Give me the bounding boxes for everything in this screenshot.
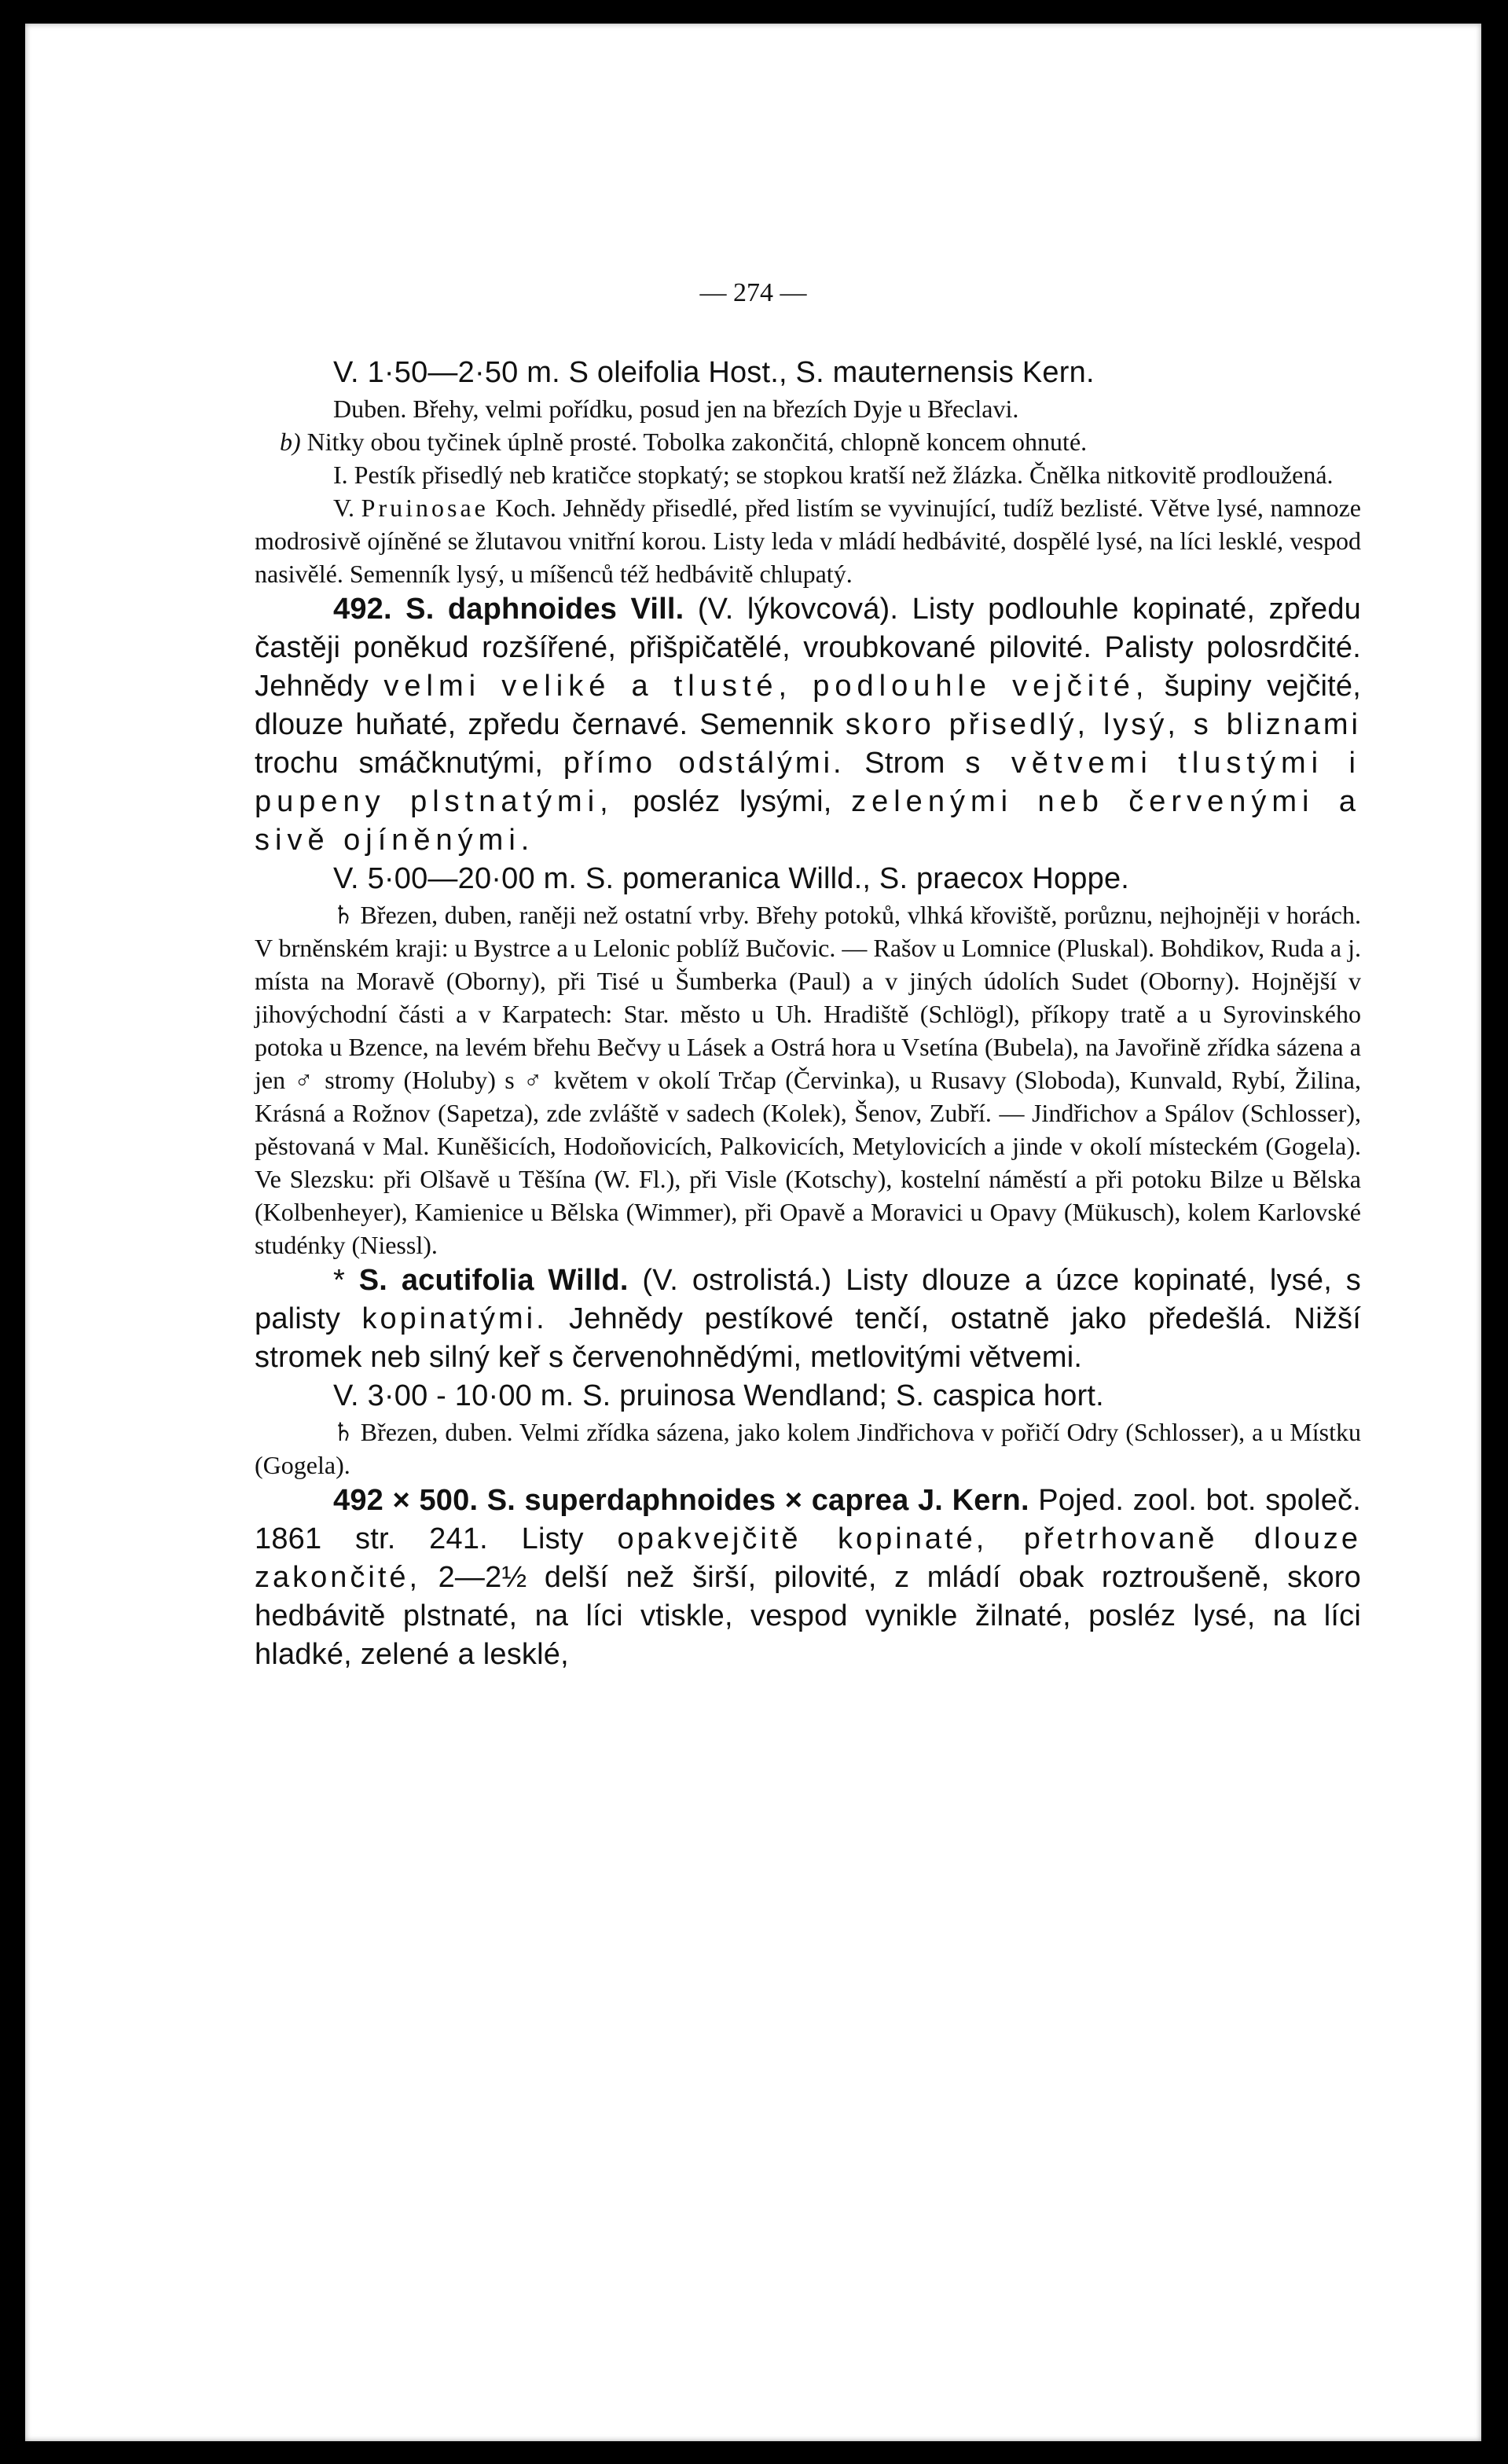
localities-text: Březen, duben, raněji než ostatní vrby. Břehy potoků, vlhká křoviště, porůznu, nejhojněji v horách. V brněnském kraji: u Bystrce a u Lelonic poblíž Bučovic. — Rašov u Lomnice (Pluskal). Bohdikov, Ruda a j. místa na Moravě (Oborny), při Tisé u Šumberka (Paul) a v jiných údolích Sudet (Oborny). Hojnější v jihovýchodní části a v Karpatech: Star. město u Uh. Hradiště (Schlögl), příkopy tratě a u Syrovinského potoka u Bzence, na levém břehu Bečvy u Lásek a Ostrá hora u Vsetína (Bubela), na Javořině zřídka sázena a jen ♂ stromy (Holuby) s ♂ květem v okolí Trčap (Červinka), u Rusavy (Sloboda), Kunvald, Rybí, Žilina, Krásná a Rožnov (Sapetza), zde zvláště v sadech (Kolek), Šenov, Zubří. — Jindřichov a Spálov (Schlosser), pěstovaná v Mal. Kuněšicích, Hodoňovicích, Palkovicích, Metylovicích a jinde v okolí místeckém (Gogela). Ve Slezsku: při Olšavě u Těšína (W. Fl.), při Visle (Kotschy), kostelní náměstí a při potoku Bilze u Bělska (Kolbenheyer), Kamienice u Bělska (Wimmer), při Opavě a Moravici u Opavy (Mükusch), kolem Karlovské studénky (Niessl). — [255, 901, 1361, 1259]
d492-text-e: posléz lysými, — [613, 785, 852, 818]
elevation-line-2: V. 5·00—20·00 m. S. pomeranica Willd., S. praecox Hoppe. — [333, 862, 1130, 895]
d492-text-a: (V. lýkovcová). Listy podlouhle kopinaté, zpředu častěji poněkud rozšířené, přišpičatělé, vroubkované pilovité. Palisty polosrdčité. Jehnědy — [255, 593, 1361, 703]
paragraph-brezen-2 — [255, 1416, 1361, 1482]
species-492-daphnoides — [255, 590, 1361, 860]
pruinosae-prefix: V. — [333, 494, 361, 522]
d492-text-c: trochu smáčknutými, — [255, 747, 563, 780]
paragraph-brezen-localities — [255, 898, 1361, 1261]
paragraph-pruinosae — [255, 491, 1361, 590]
acutifolia-star: * — [333, 1264, 359, 1297]
brezen-2-text: Březen, duben. Velmi zřídka sázena, jako kolem Jindřichova v pořičí Odry (Schlosser), a u Místku (Gogela). — [255, 1418, 1361, 1479]
page-number: — 274 — — [699, 278, 807, 307]
paragraph-duben: Duben. Břehy, velmi pořídku, posud jen na březích Dyje u Břeclavi. — [333, 395, 1019, 423]
tree-symbol-icon-2: ♄ — [333, 1417, 354, 1447]
hybrid-heading: 492 × 500. S. superdaphnoides × caprea J. Kern. — [333, 1484, 1029, 1517]
d492-spaced-1: velmi veliké a tlusté, podlouhle vejčité, — [383, 670, 1150, 703]
pruinosae-name: Pruinosae — [361, 494, 489, 522]
d492-text-d: Strom — [844, 747, 966, 780]
book-page — [25, 24, 1481, 2441]
tree-symbol-icon: ♄ — [333, 900, 354, 930]
species-acutifolia — [255, 1261, 1361, 1377]
d492-spaced-2: skoro přisedlý, lysý, s bliznami — [845, 708, 1361, 741]
label-b: b) — [280, 428, 301, 456]
paragraph-b — [255, 425, 1361, 458]
hybrid-492x500 — [255, 1482, 1361, 1674]
elevation-line-3: V. 3·00 - 10·00 m. S. pruinosa Wendland; S. caspica hort. — [333, 1379, 1104, 1412]
acutifolia-text-a: (V. ostrolistá.) Listy dlouze a úzce kopinaté, lysé, s palisty — [255, 1264, 1361, 1335]
acutifolia-text-b: Jehnědy pestíkové tenčí, ostatně jako předešlá. Nižší stromek neb silný keř s červenohnědými, metlovitými větvemi. — [255, 1302, 1362, 1374]
page-text — [255, 354, 1361, 1674]
hybrid-spaced: opakvejčitě kopinaté, přetrhovaně dlouze zakončité, — [255, 1522, 1362, 1594]
hybrid-text-a: Pojed. zool. bot. společ. 1861 str. 241. Listy — [255, 1484, 1361, 1555]
species-492-heading: 492. S. daphnoides Vill. — [333, 593, 684, 626]
text-b: Nitky obou tyčinek úplně prosté. Tobolka zakončitá, chlopně koncem ohnuté. — [300, 428, 1088, 456]
pruinosae-text: Koch. Jehnědy přisedlé, před listím se vyvinující, tudíž bezlisté. Větve lysé, namnoze modrosivě ojíněné se žlutavou vnitřní korou. Listy leda v mládí hedbávité, dospělé lysé, na líci lesklé, vespod nasivělé. Semenník lysý, u míšenců též hedbávitě chlupatý. — [255, 494, 1362, 588]
acutifolia-spaced: kopinatými. — [361, 1302, 548, 1335]
d492-text-b: šupiny vejčité, dlouze huňaté, zpředu černavé. Semennik — [255, 670, 1362, 741]
d492-spaced-4: s větvemi tlustými i pupeny plstnatými, — [255, 747, 1361, 818]
hybrid-text-b: 2—2½ delší než širší, pilovité, z mládí obak roztroušeně, skoro hedbávitě plstnaté, na líci vtiskle, vespod vynikle žilnaté, posléz lysé, na líci hladké, zelené a lesklé, — [255, 1561, 1361, 1671]
elevation-line-1: V. 1·50—2·50 m. S oleifolia Host., S. mauternensis Kern. — [333, 356, 1095, 389]
d492-spaced-5: zelenými neb červenými a sivě ojíněnými. — [255, 785, 1361, 857]
paragraph-i: I. Pestík přisedlý neb kratičce stopkatý; se stopkou kratší než žlázka. Čnělka nitkovitě prodloužená. — [333, 461, 1334, 489]
d492-spaced-3: přímo odstálými. — [563, 747, 845, 780]
acutifolia-heading: S. acutifolia Willd. — [358, 1264, 629, 1297]
